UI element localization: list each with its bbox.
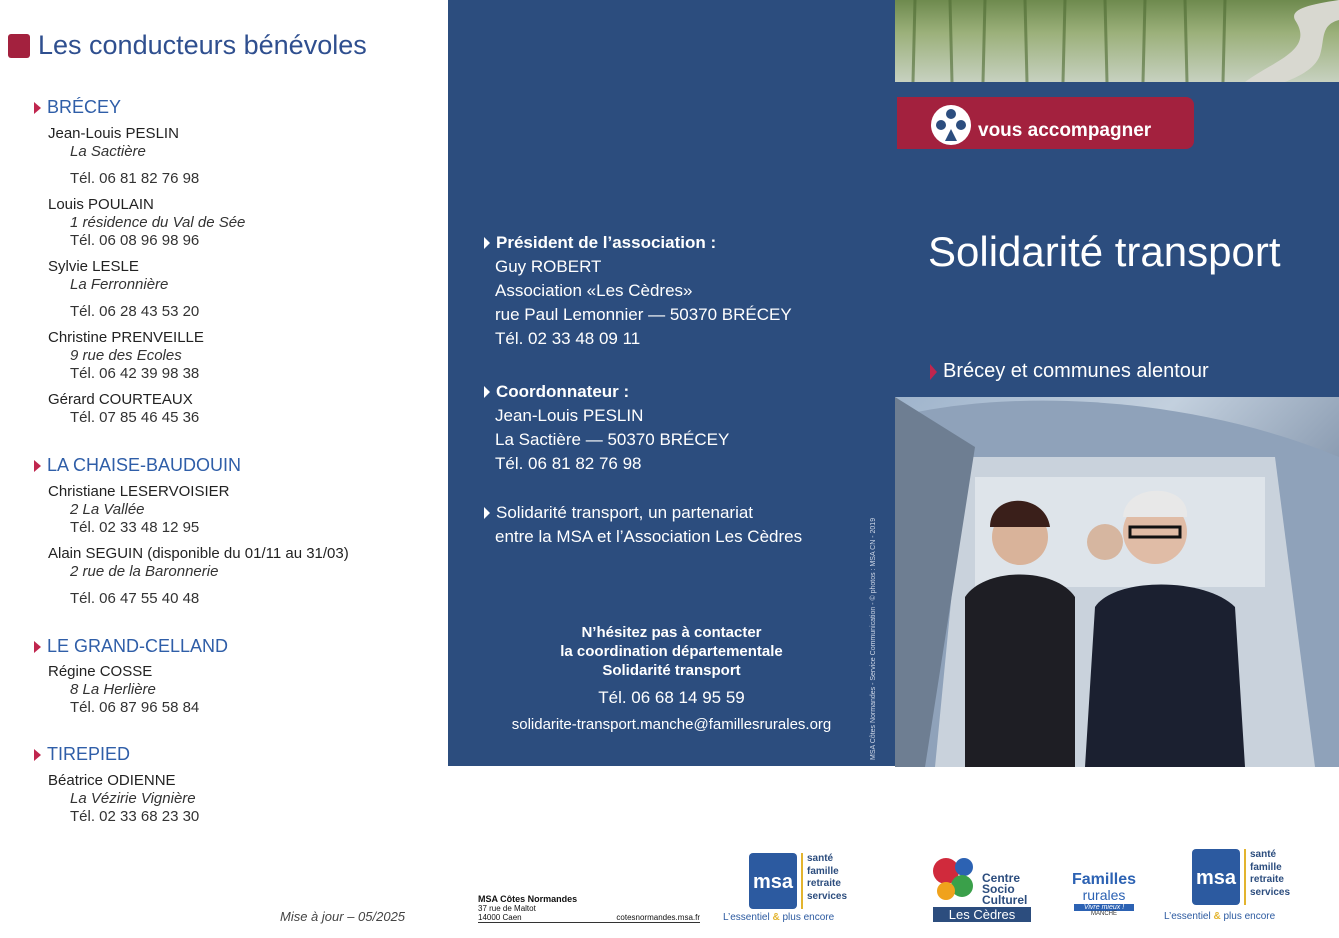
landscape-photo bbox=[895, 0, 1339, 82]
msa-logo-left bbox=[749, 853, 847, 909]
president-heading-text: Président de l’association : bbox=[496, 233, 717, 252]
coordinator-line: La Sactière — 50370 BRÉCEY bbox=[495, 430, 730, 449]
person-name: Christine PRENVEILLE bbox=[48, 329, 204, 346]
brochure-subtitle bbox=[930, 360, 1209, 383]
person-address: 1 résidence du Val de Sée bbox=[70, 214, 246, 231]
triangle-icon bbox=[34, 102, 41, 114]
csc-name: Les Cèdres bbox=[933, 907, 1031, 922]
msa-tag-b: plus encore bbox=[782, 912, 835, 923]
town-name: TIREPIED bbox=[47, 744, 131, 764]
msa-line: santé bbox=[1250, 849, 1277, 860]
update-date: Mise à jour – 05/2025 bbox=[280, 909, 406, 924]
car-photo bbox=[895, 397, 1339, 767]
coordinator-heading bbox=[484, 382, 629, 402]
msa-line: services bbox=[807, 890, 848, 902]
person-address: La Vézirie Vignière bbox=[70, 790, 196, 807]
town-la-chaise-baudouin bbox=[34, 455, 241, 476]
person-tel: Tél. 02 33 68 23 30 bbox=[70, 808, 200, 825]
president-line: Guy ROBERT bbox=[495, 257, 602, 276]
msa-tagline-left bbox=[723, 912, 834, 923]
town-tirepied bbox=[34, 744, 130, 765]
partnership-line: entre la MSA et l’Association Les Cèdres bbox=[495, 527, 803, 546]
president-line: Association «Les Cèdres» bbox=[495, 281, 693, 300]
road-illustration bbox=[895, 0, 1339, 82]
person-name: Régine COSSE bbox=[48, 663, 153, 680]
town-le-grand-celland bbox=[34, 636, 228, 657]
town-name: LA CHAISE-BAUDOUIN bbox=[47, 455, 242, 475]
csc-line: Culturel bbox=[982, 893, 1028, 907]
familles-slogan: Vivre mieux ! bbox=[1074, 904, 1134, 911]
person-tel: Tél. 06 47 55 40 48 bbox=[70, 590, 200, 607]
msa-tagline-right bbox=[1164, 911, 1275, 922]
msa-tag-b: plus encore bbox=[1223, 911, 1276, 922]
title-marker bbox=[8, 34, 30, 58]
person-logo-icon bbox=[931, 105, 971, 145]
msa-letters: msa bbox=[752, 871, 794, 893]
msa-letters: msa bbox=[1195, 867, 1237, 889]
msa-tag-amp: & bbox=[772, 912, 780, 923]
brochure-subtitle-text: Brécey et communes alentour bbox=[943, 360, 1209, 382]
person-address: La Sactière bbox=[70, 143, 146, 160]
msa-person-icon bbox=[931, 105, 971, 145]
contact-line2: la coordination départementale bbox=[560, 643, 783, 660]
president-heading bbox=[484, 233, 716, 253]
person-tel: Tél. 06 81 82 76 98 bbox=[70, 170, 200, 187]
town-name: LE GRAND-CELLAND bbox=[47, 636, 229, 656]
left-title-text: Les conducteurs bénévoles bbox=[38, 30, 367, 60]
brochure-title: Solidarité transport bbox=[928, 228, 1281, 275]
person-address: 9 rue des Ecoles bbox=[70, 347, 182, 364]
familles-line2: rurales bbox=[1082, 887, 1126, 903]
car-passengers-illustration bbox=[895, 397, 1339, 767]
person-tel: Tél. 06 42 39 98 38 bbox=[70, 365, 200, 382]
person-tel: Tél. 06 08 96 98 96 bbox=[70, 232, 200, 249]
msa-tag-amp: & bbox=[1213, 911, 1221, 922]
coordinator-line: Tél. 06 81 82 76 98 bbox=[495, 454, 642, 473]
photo-credit: MSA Côtes Normandes - Service Communication - © photos : MSA CN - 2019 bbox=[870, 517, 877, 760]
msa-website[interactable]: cotesnormandes.msa.fr bbox=[616, 913, 700, 922]
msa-logo-icon bbox=[749, 853, 797, 909]
msa-address-name: MSA Côtes Normandes bbox=[478, 894, 578, 904]
person-address: La Ferronnière bbox=[70, 276, 169, 293]
familles-region: MANCHE bbox=[1090, 911, 1117, 917]
msa-address-street: 37 rue de Maltot bbox=[478, 904, 536, 913]
person-tel: Tél. 06 28 43 53 20 bbox=[70, 303, 200, 320]
person-address: 2 La Vallée bbox=[70, 501, 145, 518]
person-name: Gérard COURTEAUX bbox=[48, 391, 193, 408]
msa-logo-right bbox=[1192, 849, 1290, 905]
person-name: Christiane LESERVOISIER bbox=[48, 483, 230, 500]
msa-line: famille bbox=[1250, 861, 1282, 873]
person-address: 8 La Herlière bbox=[70, 681, 156, 698]
msa-logo-lines bbox=[1244, 849, 1290, 905]
triangle-icon bbox=[34, 749, 41, 761]
csc-logo bbox=[928, 853, 1038, 925]
person-name: Sylvie LESLE bbox=[48, 258, 139, 275]
msa-address-block bbox=[478, 894, 700, 923]
person-tel: Tél. 02 33 48 12 95 bbox=[70, 519, 200, 536]
person-name: Jean-Louis PESLIN bbox=[48, 125, 179, 142]
person-tel: Tél. 07 85 46 45 36 bbox=[70, 409, 200, 426]
person-name: Alain SEGUIN (disponible du 01/11 au 31/03) bbox=[48, 545, 349, 562]
left-title bbox=[8, 30, 367, 61]
triangle-icon bbox=[34, 641, 41, 653]
csc-line: Centre bbox=[982, 871, 1021, 885]
partnership-heading bbox=[484, 503, 753, 523]
contact-tel: Tél. 06 68 14 95 59 bbox=[598, 688, 745, 707]
coordinator-line: Jean-Louis PESLIN bbox=[495, 406, 644, 425]
csc-line: Socio bbox=[982, 882, 1015, 896]
contact-line3: Solidarité transport bbox=[602, 662, 741, 679]
president-line: Tél. 02 33 48 09 11 bbox=[495, 329, 641, 348]
ribbon-text: vous accompagner bbox=[978, 120, 1152, 141]
triangle-icon bbox=[484, 507, 490, 519]
msa-line: retraite bbox=[1250, 874, 1284, 885]
person-tel: Tél. 06 87 96 58 84 bbox=[70, 699, 200, 716]
partnership-heading-text: Solidarité transport, un partenariat bbox=[496, 503, 754, 522]
familles-rurales-logo bbox=[1068, 853, 1140, 917]
contact-email[interactable]: solidarite-transport.manche@famillesrurales.org bbox=[511, 716, 832, 733]
msa-logo-icon bbox=[1192, 849, 1240, 905]
triangle-icon bbox=[484, 237, 490, 249]
coordinator-heading-text: Coordonnateur : bbox=[496, 382, 630, 401]
msa-tag-a: L’essentiel bbox=[723, 912, 770, 923]
msa-logo-lines bbox=[801, 853, 847, 909]
msa-line: retraite bbox=[807, 878, 841, 889]
president-line: rue Paul Lemonnier — 50370 BRÉCEY bbox=[495, 305, 792, 324]
msa-tag-a: L’essentiel bbox=[1164, 911, 1211, 922]
person-address: 2 rue de la Baronnerie bbox=[70, 563, 219, 580]
town-name: BRÉCEY bbox=[47, 97, 122, 117]
msa-line: services bbox=[1250, 886, 1291, 898]
msa-line: santé bbox=[807, 853, 834, 864]
triangle-icon bbox=[484, 386, 490, 398]
town-brecey bbox=[34, 97, 121, 118]
triangle-icon bbox=[34, 460, 41, 472]
contact-line1: N’hésitez pas à contacter bbox=[581, 624, 762, 641]
triangle-icon bbox=[930, 364, 937, 380]
msa-line: famille bbox=[807, 865, 839, 877]
person-name: Béatrice ODIENNE bbox=[48, 772, 176, 789]
msa-address-city: 14000 Caen bbox=[478, 913, 522, 922]
csc-text bbox=[982, 873, 1027, 906]
familles-line1: Familles bbox=[1071, 871, 1137, 888]
person-name: Louis POULAIN bbox=[48, 196, 154, 213]
